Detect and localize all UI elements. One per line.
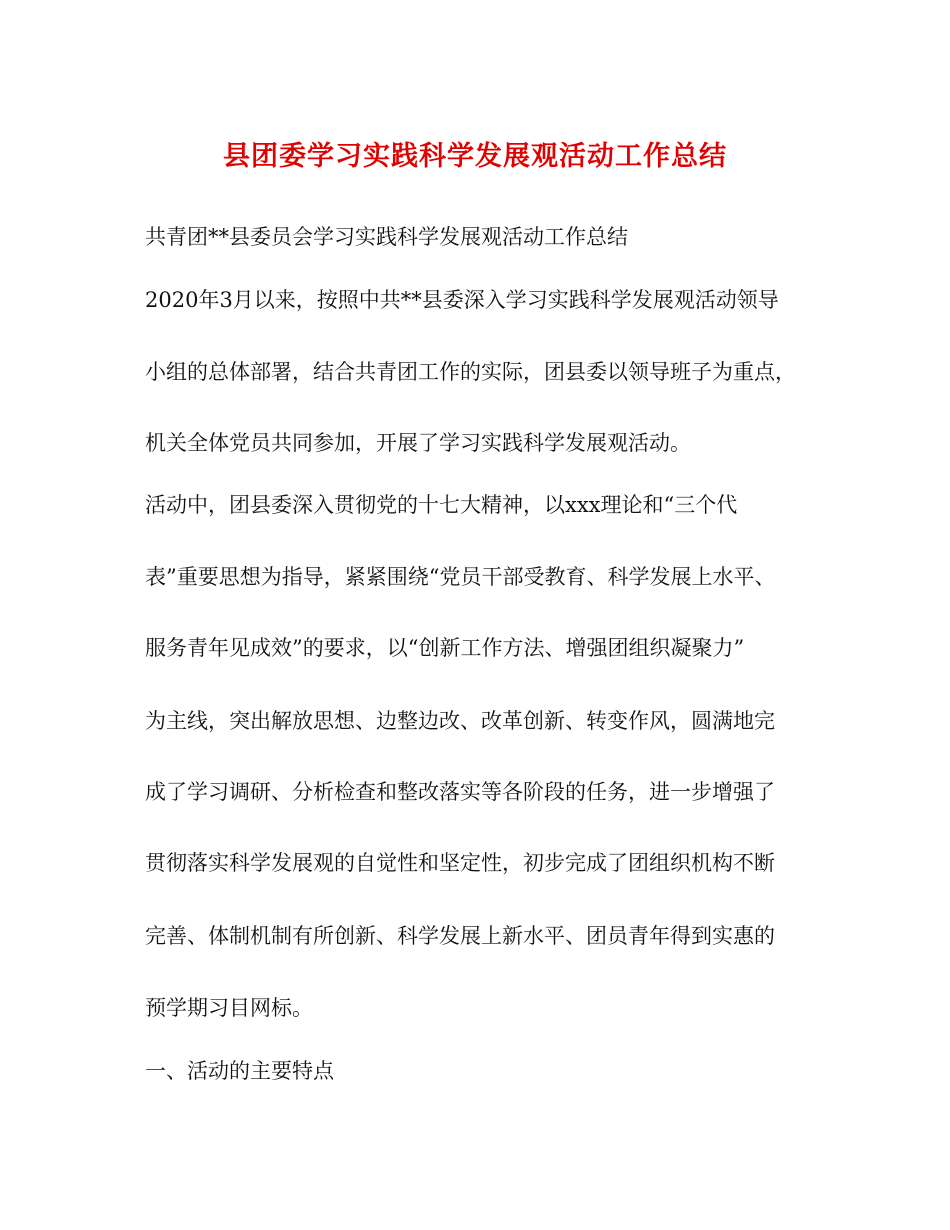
paragraph-2-line-8: 预学期习目网标。 — [145, 996, 313, 1020]
document-subtitle: 共青团**县委员会学习实践科学发展观活动工作总结 — [145, 225, 628, 249]
paragraph-2-line-2: 表”重要思想为指导，紧紧围绕“党员干部受教育、科学发展上水平、 — [145, 565, 776, 589]
paragraph-1-line-1: 2020年3月以来，按照中共**县委深入学习实践科学发展观活动领导 — [145, 288, 779, 312]
paragraph-2-line-5: 成了学习调研、分析检查和整改落实等各阶段的任务，进一步增强了 — [145, 780, 775, 804]
page-title: 县团委学习实践科学发展观活动工作总结 — [223, 141, 727, 172]
paragraph-2-line-1: 活动中，团县委深入贯彻党的十七大精神，以xxx理论和“三个代 — [145, 493, 738, 517]
paragraph-2-line-3: 服务青年见成效”的要求，以“创新工作方法、增强团组织凝聚力” — [145, 636, 745, 660]
paragraph-1-line-2: 小组的总体部署，结合共青团工作的实际，团县委以领导班子为重点， — [145, 360, 796, 384]
paragraph-1-line-3: 机关全体党员共同参加，开展了学习实践科学发展观活动。 — [145, 431, 691, 455]
paragraph-2-line-7: 完善、体制机制有所创新、科学发展上新水平、团员青年得到实惠的 — [145, 924, 775, 948]
section-heading: 一、活动的主要特点 — [145, 1059, 334, 1083]
paragraph-2-line-4: 为主线，突出解放思想、边整边改、改革创新、转变作风，圆满地完 — [145, 709, 775, 733]
paragraph-2-line-6: 贯彻落实科学发展观的自觉性和坚定性，初步完成了团组织机构不断 — [145, 851, 775, 875]
